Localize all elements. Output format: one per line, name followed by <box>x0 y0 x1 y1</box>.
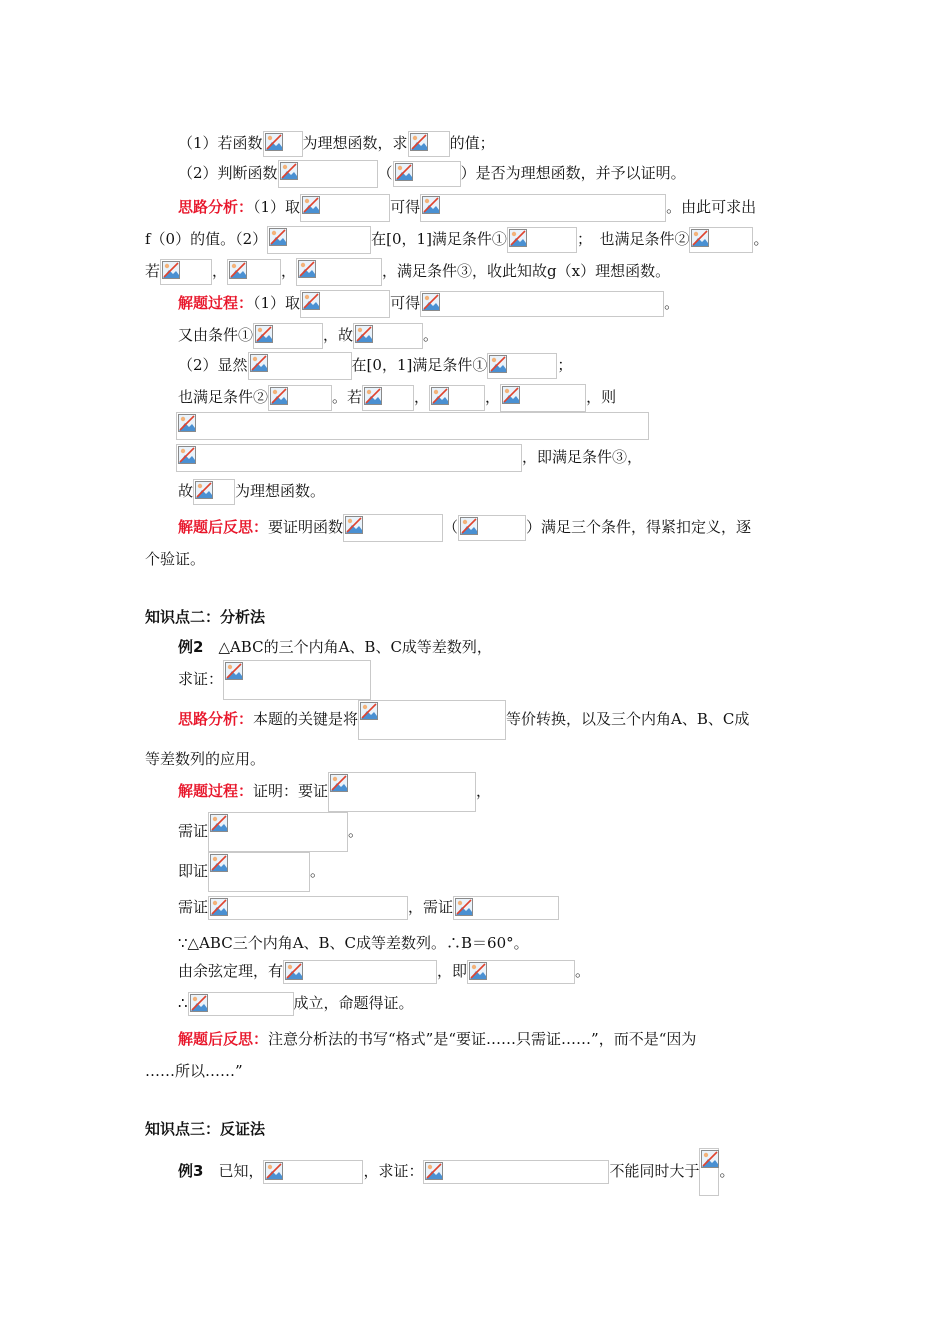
broken-image-icon <box>345 516 363 534</box>
formula-image-placeholder <box>263 131 303 157</box>
text-line <box>145 256 670 286</box>
heading-text: 例3 <box>178 1162 204 1180</box>
body-text: 故 <box>178 482 194 500</box>
body-text: 。若 <box>332 388 363 406</box>
body-text: ，则 <box>586 388 617 406</box>
section-label: 解题过程： <box>178 294 254 312</box>
body-text: ， <box>281 262 297 280</box>
broken-image-icon <box>210 898 228 916</box>
body-text: ， <box>485 388 501 406</box>
body-text: ∵△ABC三个内角A、B、C成等差数列。∴B＝60°。 <box>178 934 529 952</box>
body-text: △ABC的三个内角A、B、C成等差数列， <box>203 638 492 656</box>
body-text: 又由条件① <box>178 326 254 344</box>
text-line <box>178 660 371 690</box>
body-text: （1）若函数 <box>178 134 263 152</box>
broken-image-icon <box>460 517 478 535</box>
broken-image-icon <box>302 292 320 310</box>
section-label: 思路分析： <box>178 710 254 728</box>
section-label: 解题过程： <box>178 782 254 800</box>
formula-image-placeholder <box>227 259 281 285</box>
body-text: 的值； <box>449 134 495 152</box>
text-line <box>178 1148 735 1178</box>
body-text: 需证 <box>178 822 209 840</box>
text-line <box>178 892 559 922</box>
body-text: （ <box>443 518 459 536</box>
formula-image-placeholder <box>300 194 390 222</box>
body-text: ，需证 <box>408 898 454 916</box>
text-line <box>178 128 495 158</box>
formula-image-placeholder <box>160 259 212 285</box>
text-line <box>178 632 492 662</box>
body-text: 可得 <box>390 198 421 216</box>
text-line <box>178 476 325 506</box>
formula-image-placeholder <box>429 385 485 411</box>
body-text: 在[0，1]满足条件① <box>351 356 488 374</box>
broken-image-icon <box>195 481 213 499</box>
formula-image-placeholder <box>500 384 586 412</box>
formula-image-placeholder <box>176 412 649 440</box>
body-text: 。 <box>664 294 680 312</box>
text-line <box>178 700 749 730</box>
broken-image-icon <box>229 261 247 279</box>
formula-image-placeholder <box>353 323 423 349</box>
formula-image-placeholder <box>248 352 352 380</box>
formula-image-placeholder <box>458 515 526 541</box>
formula-image-placeholder <box>507 227 577 253</box>
text-line <box>176 442 642 472</box>
formula-image-placeholder <box>268 385 332 411</box>
broken-image-icon <box>178 414 196 432</box>
body-text: 若 <box>145 262 161 280</box>
body-text: （2）判断函数 <box>178 164 278 182</box>
formula-image-placeholder <box>208 852 310 892</box>
text-line <box>178 988 414 1018</box>
body-text: ，满足条件③，收此知故g（x）理想函数。 <box>382 262 671 280</box>
broken-image-icon <box>360 702 378 720</box>
text-line <box>145 602 265 632</box>
broken-image-icon <box>265 133 283 151</box>
formula-image-placeholder <box>423 1160 609 1184</box>
body-text: ……所以……” <box>145 1062 243 1080</box>
text-line <box>178 382 616 412</box>
body-text: 即证 <box>178 862 209 880</box>
broken-image-icon <box>364 387 382 405</box>
formula-image-placeholder <box>408 131 450 157</box>
formula-image-placeholder <box>487 353 557 379</box>
text-line <box>145 224 768 254</box>
body-text: （1）取 <box>253 294 301 312</box>
broken-image-icon <box>210 854 228 872</box>
broken-image-icon <box>455 898 473 916</box>
broken-image-icon <box>469 962 487 980</box>
broken-image-icon <box>489 355 507 373</box>
text-line <box>178 812 363 842</box>
body-text: 要证明函数 <box>268 518 344 536</box>
broken-image-icon <box>302 196 320 214</box>
formula-image-placeholder <box>467 960 575 984</box>
body-text: 已知， <box>203 1162 264 1180</box>
broken-image-icon <box>425 1162 443 1180</box>
broken-image-icon <box>225 662 243 680</box>
body-text: 可得 <box>390 294 421 312</box>
formula-image-placeholder <box>208 812 348 852</box>
formula-image-placeholder <box>296 258 382 286</box>
body-text: ， <box>414 388 430 406</box>
body-text: ，故 <box>323 326 354 344</box>
broken-image-icon <box>422 293 440 311</box>
broken-image-icon <box>285 962 303 980</box>
text-line <box>176 410 649 440</box>
body-text: 。 <box>575 962 591 980</box>
broken-image-icon <box>162 261 180 279</box>
body-text: ，即 <box>437 962 468 980</box>
broken-image-icon <box>255 325 273 343</box>
text-line <box>178 512 751 542</box>
body-text: （1）取 <box>253 198 301 216</box>
body-text: 为理想函数。 <box>235 482 326 500</box>
body-text: 在[0，1]满足条件① <box>371 230 507 248</box>
body-text: （2）显然 <box>178 356 248 374</box>
text-line <box>178 350 572 380</box>
formula-image-placeholder <box>267 226 371 254</box>
body-text: ∴ <box>178 994 188 1012</box>
body-text: ； <box>557 356 573 374</box>
body-text: ； 也满足条件② <box>576 230 690 248</box>
body-text: ，求证： <box>363 1162 424 1180</box>
formula-image-placeholder <box>278 160 378 188</box>
body-text: 。由此可求出 <box>666 198 757 216</box>
formula-image-placeholder <box>699 1148 719 1196</box>
body-text: （ <box>377 164 393 182</box>
body-text: 不能同时大于 <box>609 1162 700 1180</box>
formula-image-placeholder <box>328 772 476 812</box>
section-label: 解题后反思： <box>178 1030 269 1048</box>
body-text: 求证： <box>178 670 224 688</box>
text-line <box>178 852 325 882</box>
broken-image-icon <box>178 446 196 464</box>
body-text: 。 <box>310 862 326 880</box>
broken-image-icon <box>410 133 428 151</box>
text-line <box>145 1114 265 1144</box>
broken-image-icon <box>298 260 316 278</box>
text-line <box>178 928 529 958</box>
broken-image-icon <box>210 814 228 832</box>
text-line <box>145 744 265 774</box>
body-text: 个验证。 <box>145 550 206 568</box>
formula-image-placeholder <box>358 700 506 740</box>
body-text: 等价转换，以及三个内角A、B、C成 <box>506 710 750 728</box>
formula-image-placeholder <box>362 385 414 411</box>
text-line <box>178 1024 696 1054</box>
body-text: ）满足三个条件，得紧扣定义，逐 <box>526 518 752 536</box>
formula-image-placeholder <box>283 960 437 984</box>
broken-image-icon <box>502 386 520 404</box>
section-label: 思路分析： <box>178 198 254 216</box>
body-text: f（0）的值。（2） <box>145 230 268 248</box>
body-text: ， <box>476 782 492 800</box>
formula-image-placeholder <box>343 514 443 542</box>
text-line <box>178 192 756 222</box>
text-line <box>178 158 686 188</box>
broken-image-icon <box>355 325 373 343</box>
text-line <box>178 288 679 318</box>
formula-image-placeholder <box>420 194 666 222</box>
body-text: 证明：要证 <box>253 782 329 800</box>
broken-image-icon <box>701 1150 719 1168</box>
heading-text: 知识点三：反证法 <box>145 1120 266 1138</box>
broken-image-icon <box>265 1162 283 1180</box>
formula-image-placeholder <box>453 896 559 920</box>
text-line <box>178 320 438 350</box>
formula-image-placeholder <box>253 323 323 349</box>
broken-image-icon <box>270 387 288 405</box>
broken-image-icon <box>395 163 413 181</box>
body-text: 也满足条件② <box>178 388 269 406</box>
body-text: 。 <box>753 230 769 248</box>
body-text: 为理想函数，求 <box>302 134 408 152</box>
formula-image-placeholder <box>420 291 664 317</box>
broken-image-icon <box>280 162 298 180</box>
broken-image-icon <box>422 196 440 214</box>
body-text: 成立，命题得证。 <box>293 994 414 1012</box>
heading-text: 例2 <box>178 638 204 656</box>
text-line <box>178 772 491 802</box>
broken-image-icon <box>250 354 268 372</box>
body-text: 注意分析法的书写“格式”是“要证……只需证……”，而不是“因为 <box>268 1030 697 1048</box>
body-text: 由余弦定理，有 <box>178 962 284 980</box>
text-line <box>145 1056 243 1086</box>
section-label: 解题后反思： <box>178 518 269 536</box>
formula-image-placeholder <box>300 290 390 318</box>
formula-image-placeholder <box>689 227 753 253</box>
formula-image-placeholder <box>208 896 408 920</box>
formula-image-placeholder <box>193 479 235 505</box>
formula-image-placeholder <box>263 1160 363 1184</box>
broken-image-icon <box>509 229 527 247</box>
formula-image-placeholder <box>393 161 461 187</box>
broken-image-icon <box>691 229 709 247</box>
body-text: 需证 <box>178 898 209 916</box>
body-text: ）是否为理想函数，并予以证明。 <box>460 164 686 182</box>
text-line <box>178 956 590 986</box>
body-text: ， <box>212 262 228 280</box>
broken-image-icon <box>269 228 287 246</box>
broken-image-icon <box>190 994 208 1012</box>
text-line <box>145 544 205 574</box>
broken-image-icon <box>330 774 348 792</box>
body-text: 本题的关键是将 <box>253 710 359 728</box>
broken-image-icon <box>431 387 449 405</box>
heading-text: 知识点二：分析法 <box>145 608 266 626</box>
formula-image-placeholder <box>176 444 522 472</box>
body-text: 。 <box>348 822 364 840</box>
body-text: 等差数列的应用。 <box>145 750 266 768</box>
body-text: 。 <box>423 326 439 344</box>
formula-image-placeholder <box>223 660 371 700</box>
body-text: ，即满足条件③， <box>522 448 643 466</box>
formula-image-placeholder <box>188 992 294 1016</box>
body-text: 。 <box>719 1162 735 1180</box>
